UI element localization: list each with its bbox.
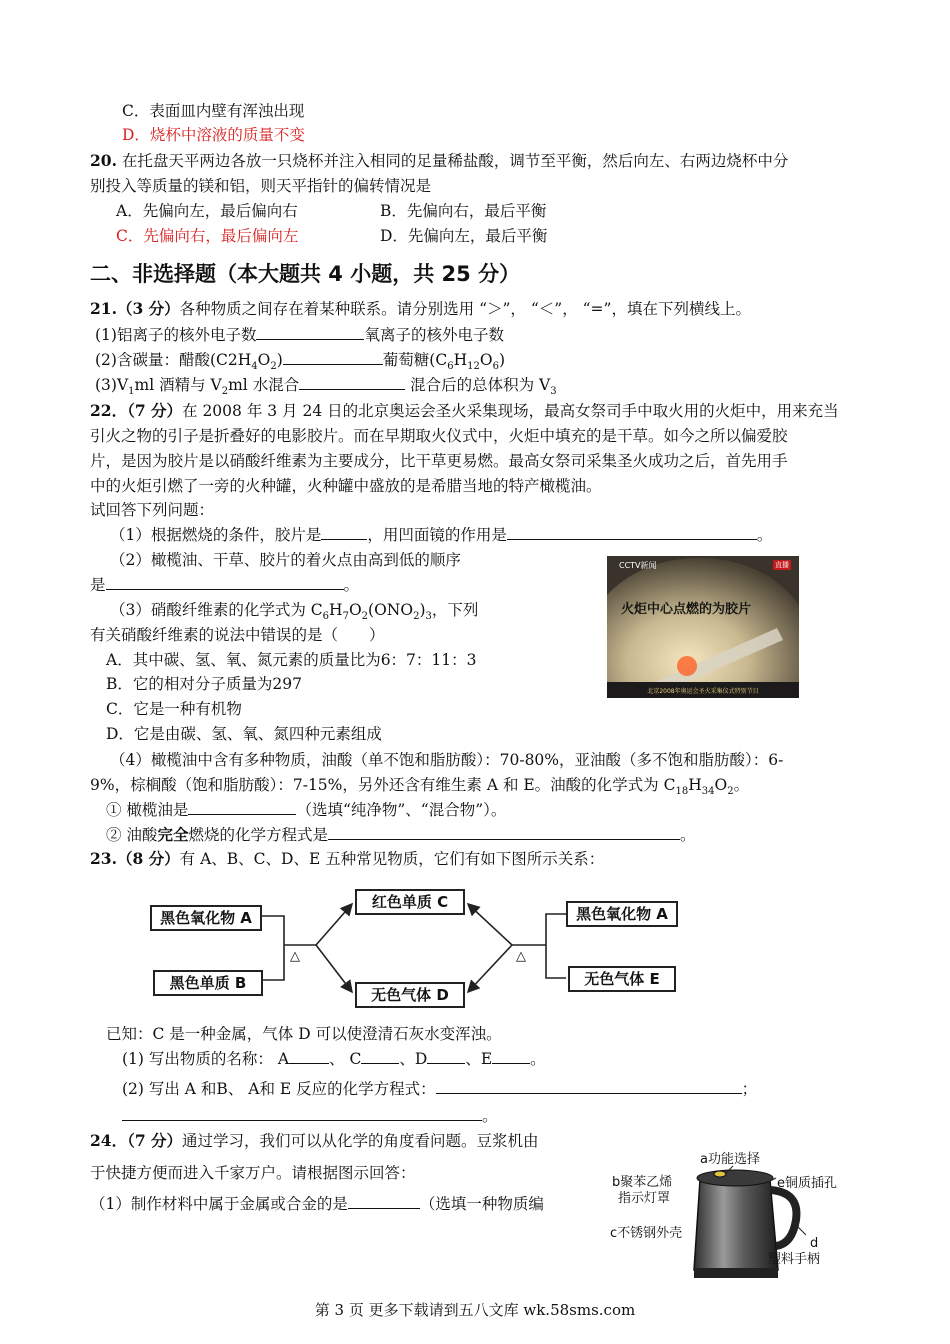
q20-option-b: B．先偏向右，最后平衡 [380,202,547,220]
page-footer: 第 3 页 更多下载请到五八文库 wk.58sms.com [314,1301,636,1319]
q21-item1-a: (1)铝离子的核外电子数 [95,326,257,344]
machine-body [694,1180,778,1270]
q22-item1-b: （选填“纯净物”、“混合物”）。 [296,801,507,819]
q24-number: 24．（7 分） [90,1131,183,1150]
label-b-line2: 指示灯罩 [618,1191,671,1206]
q22-sub3: （3）硝酸纤维素的化学式为 $C_6H_7O_2(ONO_2)_3$，下列 [110,601,479,623]
q21-item1-b: 氧离子的核外电子数 [364,326,504,344]
q23-blank-a[interactable] [289,1049,329,1064]
q19-option-c: C．表面皿内壁有浑浊出现 [122,102,305,120]
box-colorless-gas-d: 无色气体 D [355,982,465,1008]
q20-number: 20. [90,151,117,170]
label-a-function: a功能选择 [700,1152,760,1167]
q22-p3: 片，是因为胶片是以硝酸纤维素为主要成分，比干草更易燃。最高女祭司采集圣火成功之后，首先用手 [90,452,788,470]
q23-blank-d[interactable] [427,1049,465,1064]
q22-sub1-a: （1）根据燃烧的条件，胶片是 [110,526,322,544]
box-black-oxide-a-right: 黑色氧化物 A [566,901,678,927]
q24-l1: 通过学习，我们可以从化学的角度看问题。豆浆机由 [182,1132,539,1150]
q22-sub4-b-text: 9%，棕榈酸（饱和脂肪酸）：7-15%，另外还含有维生素 A 和 E。油酸的化学式为 C [90,776,676,794]
q22-p4: 中的火炬引燃了一旁的火种罐，火种罐中盛放的是希腊当地的特产橄榄油。 [90,477,602,495]
q23-q1-d-label: D [414,1050,428,1068]
q22-p1-text: 在 2008 年 3 月 24 日的北京奥运会圣火采集现场，最高女祭司手中取火用的火炬中，用来充当 [182,402,839,420]
q23-blank-e[interactable] [492,1049,530,1064]
q24-line3 [90,1194,544,1214]
q19-option-d: D．烧杯中溶液的质量不变 [122,126,305,144]
q21-item3: $(3)V_1ml$ 酒精与 $V_2ml$ 水混合 混合后的总体积为 $V_3$ [95,376,557,398]
q21-item2-a: (2)含碳量：醋酸(C [95,351,228,369]
q20-option-a: A．先偏向左，最后偏向右 [116,202,298,220]
q23-number: 23.（8 分） [90,849,180,868]
q21-item3-d: 混合后的总体积为 V [405,376,551,394]
q20-option-c: C．先偏向右，最后偏向左 [116,227,299,245]
q23-q1-c-label: C [349,1050,362,1068]
q20-text1: 在托盘天平两边各放一只烧杯并注入相同的足量稀盐酸，调节至平衡，然后向左、右两边烧杯中分 [121,152,789,170]
box-red-element-c: 红色单质 C [355,889,465,915]
label-c-steel: c不锈钢外壳 [610,1226,683,1241]
q22-sub4-a: （4）橄榄油中含有多种物质，油酸（单不饱和脂肪酸）：70-80%，亚油酸（多不饱和脂肪酸）：6- [110,751,784,769]
q22-option-a: A．其中碳、氢、氧、氮元素的质量比为6：7：11：3 [106,651,477,669]
q24-l3-a: （1）制作材料中属于金属或合金的是 [90,1195,348,1213]
q22-item2-keyword: 完全 [157,825,189,844]
q22-p2: 引火之物的引子是折叠好的电影胶片。而在早期取火仪式中，火炬中填充的是干草。如今之所以偏爱胶 [90,427,788,445]
label-d-letter: d [810,1236,819,1251]
q21-item3-b: ml 酒精与 V [134,376,222,394]
q23-blank-eq2[interactable] [122,1106,482,1121]
delta-symbol-left: △ [290,949,300,964]
q23-q2-text: (2) 写出 A 和B、 A和 E 反应的化学方程式： [122,1080,436,1098]
q22-option-c: C．它是一种有机物 [106,700,242,718]
label-e-copper: e铜质插孔 [777,1176,837,1191]
q23-q1-text: (1) 写出物质的名称： [122,1050,273,1068]
label-d-handle: 塑料手柄 [768,1252,821,1267]
q21-text: 各种物质之间存在着某种联系。请分别选用 “＞”， “＜”， “=”，填在下列横线上。 [179,300,751,318]
q24-l3-b: （选填一种物质编 [419,1195,544,1213]
q22-sub3-b: ，下列 [431,601,479,619]
machine-base [694,1268,778,1278]
soymilk-machine-figure [600,1150,850,1290]
q22-sub3-line2: 有关硝酸纤维素的说法中错误的是（ ） [90,626,385,644]
q24-blank1[interactable] [348,1194,420,1209]
delta-symbol-right: △ [516,949,526,964]
q20-option-d: D．先偏向左，最后平衡 [380,227,548,245]
photo-logo: CCTV新闻 [619,561,657,570]
q22-sub3-a: （3）硝酸纤维素的化学式为 C [110,601,323,619]
section2-title: 二、非选择题（本大题共 4 小题，共 25 分） [90,262,521,286]
q23-q2-line2: 。 [122,1106,498,1126]
q22-item1-a: ① 橄榄油是 [106,801,189,819]
box-black-element-b: 黑色单质 B [153,970,263,996]
q21-number: 21.（3 分） [90,299,180,318]
box-black-oxide-a-left: 黑色氧化物 A [150,905,262,931]
q22-ask: 试回答下列问题： [90,501,215,519]
q23-known: 已知：C 是一种金属，气体 D 可以使澄清石灰水变浑浊。 [106,1025,502,1043]
q21-item3-c: ml 水混合 [228,376,300,394]
q22-item2-b: 燃烧的化学方程式是 [188,826,328,844]
q22-item2: ② 油酸完全燃烧的化学方程式是 。 [106,825,696,844]
photo-caption: 火炬中心点燃的为胶片 [621,602,752,617]
q23-q1-e-label: E [480,1050,493,1068]
q21-item2: (2)含碳量：醋酸$(C2H_4O_2)$ 葡萄糖$(C_6H_{12}O_6)$ [95,351,506,373]
box-colorless-gas-e: 无色气体 E [568,966,676,992]
q23-q2: (2) 写出 A 和B、 A和 E 反应的化学方程式： ； [122,1080,758,1098]
indicator-light-icon [714,1171,726,1177]
q23-q1-a-label: A [277,1050,290,1068]
q22-sub2-b: 是 [90,576,106,594]
q23-q1: (1) 写出物质的名称： A 、 C 、D 、E 。 [122,1050,546,1068]
q22-sub2: （2）橄榄油、干草、胶片的着火点由高到低的顺序 [110,551,461,569]
q24-line2: 于快捷方便而进入千家万户。请根据图示回答： [90,1164,416,1182]
q22-sub2-line2: 是 。 [90,576,360,594]
q22-option-d: D．它是由碳、氢、氧、氮四种元素组成 [106,725,382,743]
q22-item2-a: ② 油酸 [106,826,158,844]
q23-text: 有 A、B、C、D、E 五种常见物质，它们有如下图所示关系： [179,850,605,868]
q22-sub1-b: ，用凹面镜的作用是 [367,526,507,544]
q22-option-b: B．它的相对分子质量为297 [106,675,302,693]
label-b-line1: b聚苯乙烯 [612,1175,673,1190]
q24-line1 [90,1131,539,1151]
machine-lid [697,1170,773,1186]
q21-item2-b: 葡萄糖(C [382,351,448,369]
photo-banner: 北京2008年奥运会圣火采集仪式特别节目 [647,688,759,695]
q23-blank-eq1[interactable] [436,1079,742,1094]
q20-text2: 别投入等质量的镁和铝，则天平指针的偏转情况是 [90,177,432,195]
q21-item3-a: (3)V [95,376,129,394]
q23-blank-c[interactable] [361,1049,399,1064]
q22-sub1: （1）根据燃烧的条件，胶片是 ，用凹面镜的作用是 。 [110,526,773,544]
q22-number: 22．（7 分） [90,401,183,420]
photo-tag: 直播 [775,561,789,569]
q22-sub4-b: 9%，棕榈酸（饱和脂肪酸）：7-15%，另外还含有维生素 A 和 E。油酸的化学式为 $C_{18}H_{34}O_2$。 [90,776,750,798]
